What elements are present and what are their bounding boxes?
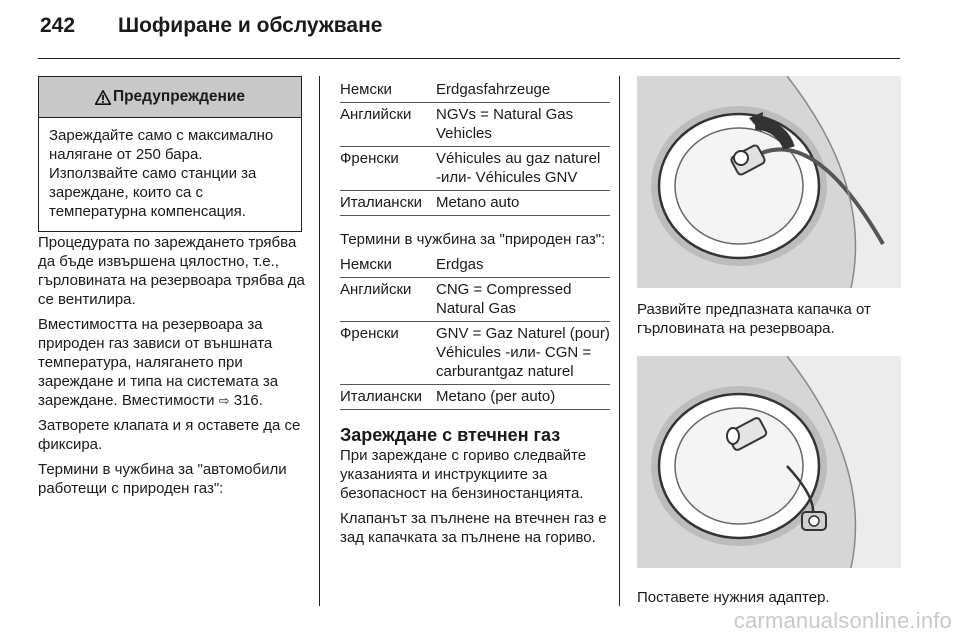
page-number: 242 bbox=[40, 14, 76, 37]
column-divider-2 bbox=[619, 76, 620, 606]
table-row bbox=[340, 278, 610, 322]
warning-title: Предупреждение bbox=[112, 88, 246, 105]
paragraph-procedure: Процедурата по зареждането трябва да бъде извършена цялостно, т.е., гърловината на резервоара трябва да се вентилира. bbox=[38, 234, 305, 308]
term-cell: Metano (per auto) bbox=[436, 385, 610, 410]
table-row bbox=[340, 191, 610, 216]
table-row bbox=[340, 385, 610, 410]
paragraph-vehicle-terms-intro: Термини в чужбина за "автомобили работещи с природен газ": bbox=[38, 461, 287, 497]
middle-column bbox=[340, 78, 610, 553]
term-cell: Véhicules au gaz naturel -или- Véhicules GNV bbox=[436, 147, 610, 191]
language-cell: Немски bbox=[340, 253, 436, 278]
warning-header bbox=[39, 77, 301, 118]
right-column bbox=[637, 76, 903, 607]
table-row bbox=[340, 103, 610, 147]
paragraph-lpg-valve: Клапанът за пълнене на втечнен газ е зад капачката за пълнене на гориво. bbox=[340, 510, 607, 546]
term-cell: Erdgasfahrzeuge bbox=[436, 78, 610, 103]
gas-terms-intro: Термини в чужбина за "природен газ": bbox=[340, 231, 606, 248]
left-column bbox=[38, 233, 306, 504]
figure-caption-adapter: Поставете нужния адаптер. bbox=[637, 589, 830, 606]
adapter-insert-illustration bbox=[637, 356, 901, 568]
page-reference-arrow-icon: ⇨ bbox=[218, 393, 230, 408]
capacity-text: Вместимостта на резервоара за природен газ зависи от външната температура, налягането при зареждане и типа на системата за зареждане. Вместимости bbox=[38, 316, 279, 409]
table-row bbox=[340, 253, 610, 278]
term-cell: CNG = Compressed Natural Gas bbox=[436, 278, 610, 322]
gas-terms-table bbox=[340, 253, 610, 410]
language-cell: Немски bbox=[340, 78, 436, 103]
term-cell: Metano auto bbox=[436, 191, 610, 216]
fuel-cap-unscrew-illustration bbox=[637, 76, 901, 288]
header-divider bbox=[38, 58, 900, 59]
term-cell: GNV = Gaz Naturel (pour) Véhicules -или- CGN = carburantgaz naturel bbox=[436, 322, 610, 385]
language-cell: Френски bbox=[340, 147, 436, 191]
watermark: carmanualsonline.info bbox=[733, 608, 952, 633]
term-cell: NGVs = Natural Gas Vehicles bbox=[436, 103, 610, 147]
figure-caption-unscrew: Развийте предпазната капачка от гърловината на резервоара. bbox=[637, 301, 871, 337]
page-reference[interactable]: 316. bbox=[233, 392, 263, 409]
term-cell: Erdgas bbox=[436, 253, 610, 278]
warning-triangle-icon bbox=[95, 90, 111, 105]
table-row bbox=[340, 78, 610, 103]
language-cell: Френски bbox=[340, 322, 436, 385]
paragraph-close-flap: Затворете клапата и я оставете да се фиксира. bbox=[38, 417, 301, 453]
warning-text: Зареждайте само с максимално налягане от 250 бара. Използвайте само станции за зареждане, които са с температурна компенсация. bbox=[49, 127, 274, 220]
language-cell: Английски bbox=[340, 278, 436, 322]
language-cell: Италиански bbox=[340, 191, 436, 216]
table-row bbox=[340, 147, 610, 191]
vehicle-terms-table bbox=[340, 78, 610, 216]
language-cell: Италиански bbox=[340, 385, 436, 410]
column-divider-1 bbox=[319, 76, 320, 606]
paragraph-lpg-safety: При зареждане с гориво следвайте указанията и инструкциите за безопасност на бензиностанцията. bbox=[340, 447, 587, 502]
section-heading-lpg: Зареждане с втечнен газ bbox=[340, 425, 561, 445]
page-header bbox=[40, 14, 382, 46]
warning-box bbox=[38, 76, 302, 232]
language-cell: Английски bbox=[340, 103, 436, 147]
paragraph-capacity bbox=[38, 315, 306, 410]
page-title: Шофиране и обслужване bbox=[118, 14, 383, 37]
table-row bbox=[340, 322, 610, 385]
